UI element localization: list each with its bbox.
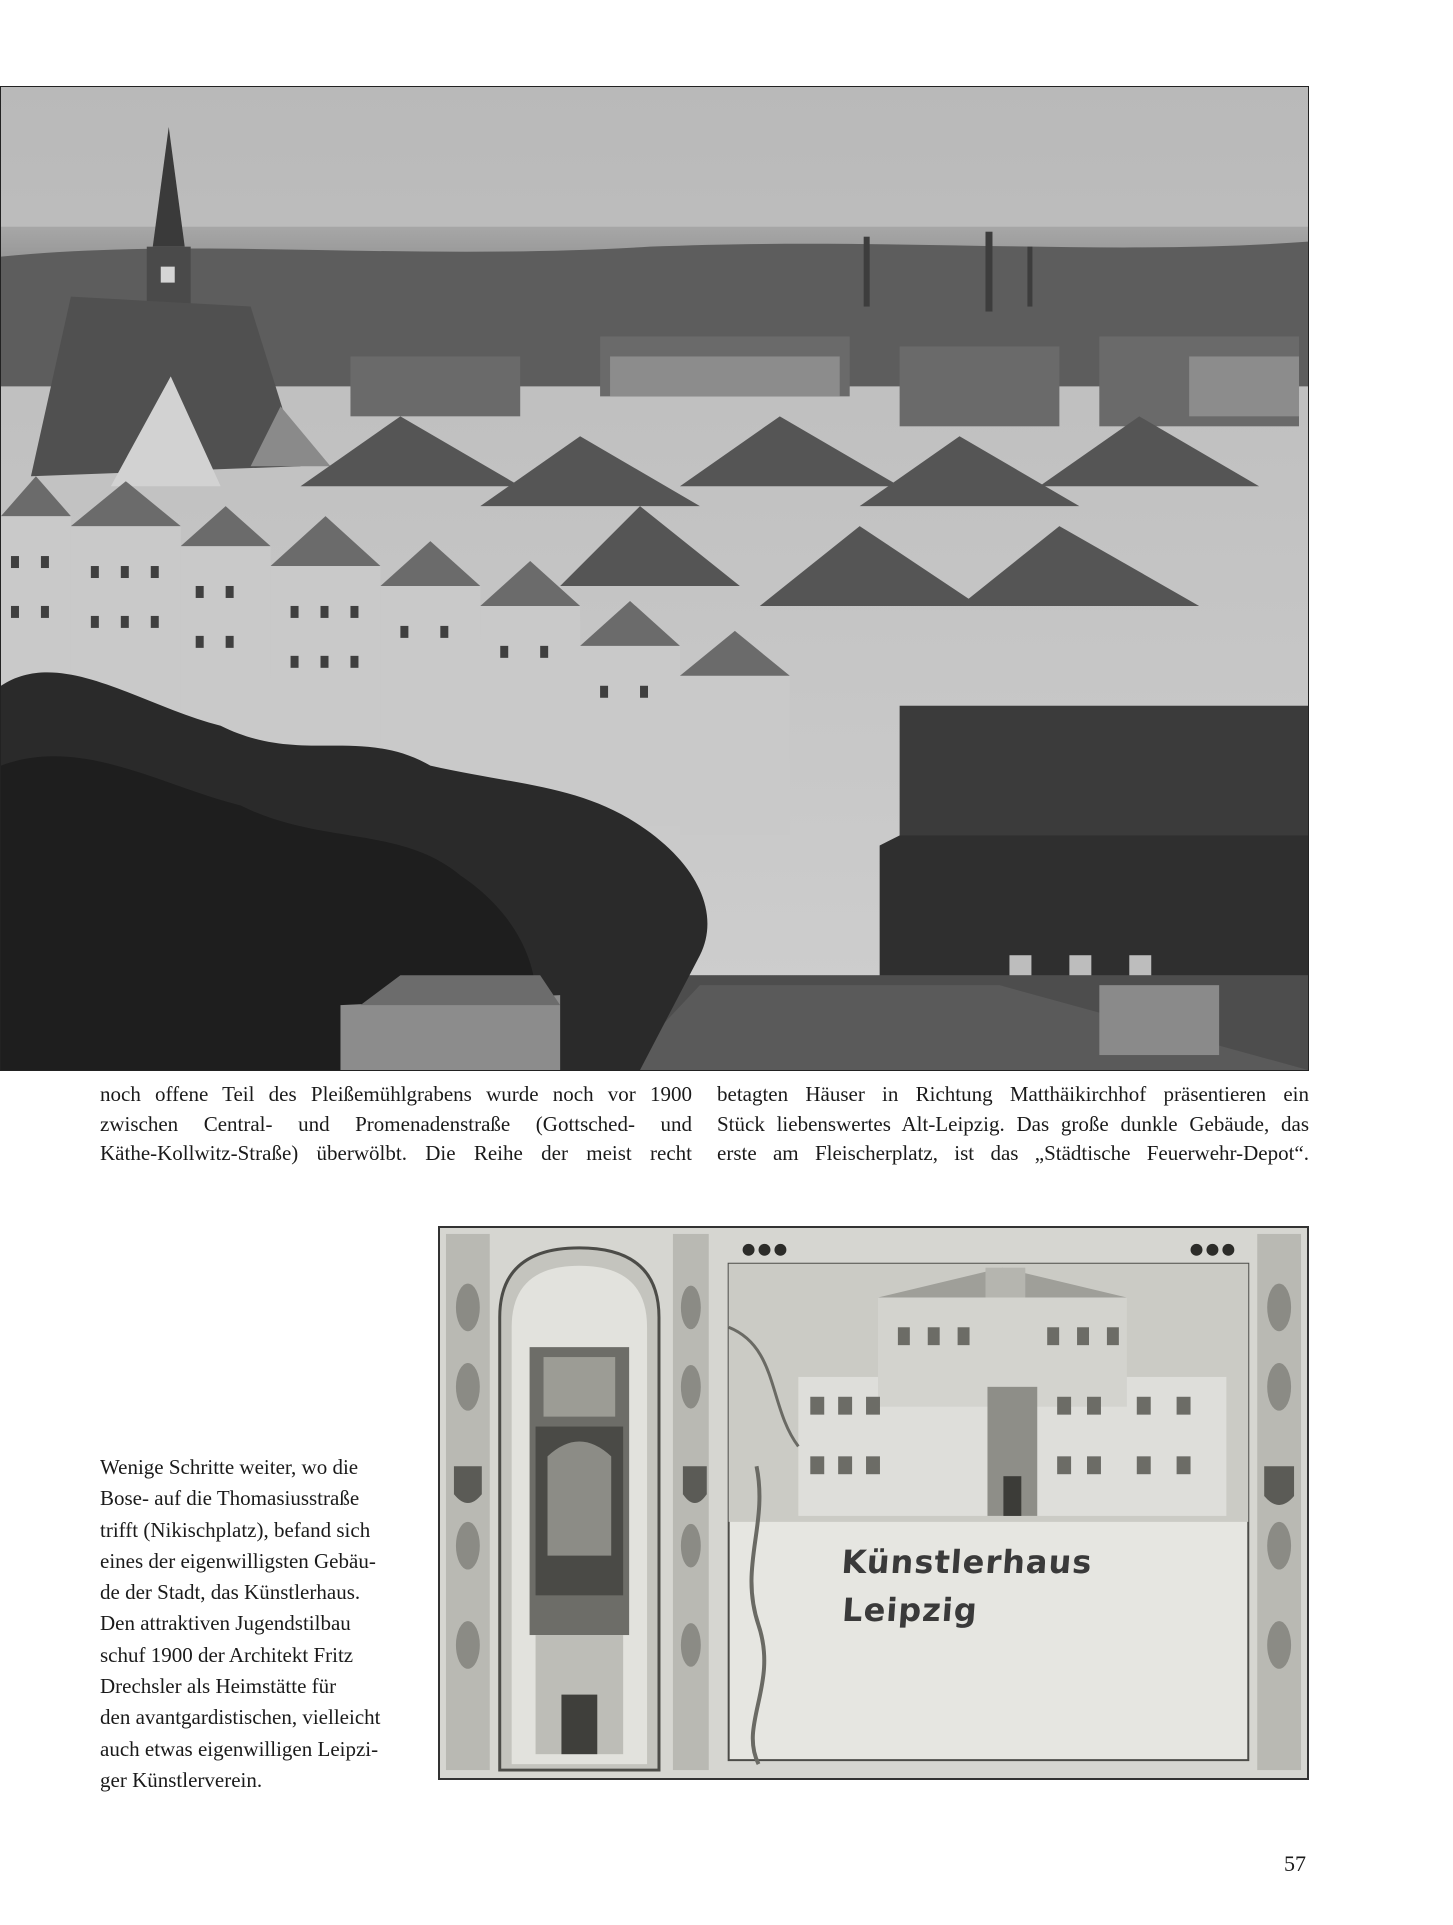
side-text-line: trifft (Nikischplatz), befand sich (100, 1517, 371, 1542)
city-photo-illustration (1, 87, 1308, 1070)
postcard-illustration (440, 1228, 1307, 1778)
caption-left-line: zwischen Central- und Promenadenstraße (Gottsched- und (100, 1111, 692, 1136)
kuenstlerhaus-text (100, 1452, 414, 1796)
photo-caption-right (717, 1080, 1309, 1169)
page-number: 57 (1284, 1851, 1306, 1876)
side-text-line: Bose- auf die Thomasiusstraße (100, 1486, 360, 1511)
postcard-title (837, 1538, 1144, 1634)
side-text-line: den avantgardistischen, vielleicht (100, 1705, 381, 1730)
side-text-line: Drechsler als Heimstätte für (100, 1674, 337, 1699)
side-text-line: eines der eigenwilligsten Gebäu- (100, 1548, 376, 1573)
postcard-title-line2: Leipzig (840, 1591, 980, 1629)
caption-left-line: Käthe-Kollwitz-Straße) überwölbt. Die Reihe der meist recht (100, 1141, 692, 1165)
caption-right-line: erste am Fleischerplatz, ist das „Städtische Feuerwehr-Depot“. (717, 1141, 1309, 1165)
postcard-title-line1: Künstlerhaus (840, 1543, 1094, 1581)
caption-left-line: noch offene Teil des Pleißemühlgrabens wurde noch vor 1900 (100, 1082, 692, 1106)
side-text-line: Wenige Schritte weiter, wo die (100, 1455, 359, 1479)
caption-right-line: Stück liebenswertes Alt-Leipzig. Das große dunkle Gebäude, das (717, 1111, 1309, 1136)
photo-caption-left (100, 1080, 692, 1169)
caption-right-line: betagten Häuser in Richtung Matthäikirchhof präsentieren ein (717, 1082, 1309, 1106)
kuenstlerhaus-postcard (438, 1226, 1309, 1780)
side-text-line: auch etwas eigenwilligen Leipzi- (100, 1736, 379, 1761)
side-text-line: Den attraktiven Jugendstilbau (100, 1611, 351, 1636)
side-text-line: de der Stadt, das Künstlerhaus. (100, 1580, 361, 1605)
historic-city-photo (0, 86, 1309, 1071)
side-text-line: ger Künstlerverein. (100, 1767, 263, 1792)
side-text-line: schuf 1900 der Architekt Fritz (100, 1642, 354, 1667)
